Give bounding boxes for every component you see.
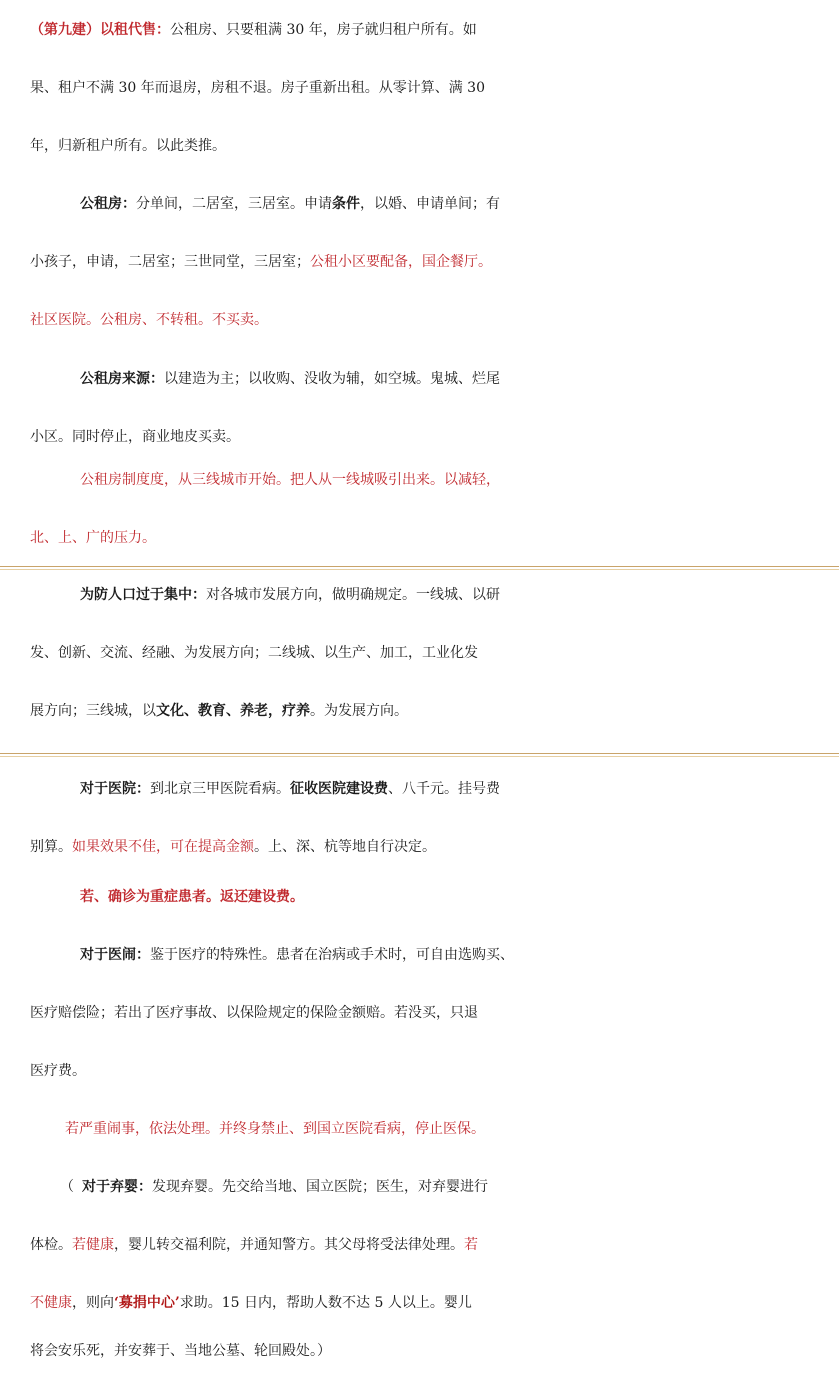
s1-source-label: 公租房来源： xyxy=(80,371,164,387)
s1-line5-red: 公租小区要配备，国企餐厅。 xyxy=(310,254,492,270)
s2-line3 xyxy=(30,696,839,726)
s1-heading: （第九建）以租代售： xyxy=(30,22,170,38)
s1-line2: 果、租户不满 30 年而退房，房租不退。房子重新出租。从零计算、满 30 xyxy=(30,80,485,96)
s3-line1-text-a: 到北京三甲医院看病。 xyxy=(150,781,290,797)
s3-line10-text-a: ，则向 xyxy=(72,1295,114,1311)
s3-hospital-label: 对于医院： xyxy=(80,781,150,797)
s1-line1 xyxy=(30,15,839,45)
s1-line1-text: 公租房、只要租满 30 年，房子就归租户所有。如 xyxy=(170,22,477,38)
s1-line3: 年，归新租户所有。以此类推。 xyxy=(30,138,226,154)
s1-line4-text-a: 分单间，二居室，三居室。申请 xyxy=(136,196,332,212)
s3-dispute-label: 对于医闹： xyxy=(80,947,150,963)
s2-line1 xyxy=(80,580,839,610)
s3-abandon-label: 对于弃婴： xyxy=(82,1179,152,1195)
s3-line10-text-b: 求助。15 日内，帮助人数不达 5 人以上。婴儿 xyxy=(179,1295,472,1311)
s2-line3-text-a: 展方向；三线城，以 xyxy=(30,703,156,719)
s3-line2-text-b: 。上、深、杭等地自行决定。 xyxy=(254,839,436,855)
s3-line9-red-b: 若 xyxy=(464,1237,478,1253)
s3-line6: 医疗费。 xyxy=(30,1063,86,1079)
s2-line2: 发、创新、交流、经融、为发展方向；二线城、以生产、加工，工业化发 xyxy=(30,645,478,661)
divider-2b xyxy=(0,756,839,757)
s1-line5 xyxy=(30,247,839,277)
s3-line9 xyxy=(30,1230,839,1260)
s3-line7: 若严重闹事，依法处理。并终身禁止、到国立医院看病，停止医保。 xyxy=(65,1121,485,1137)
s3-open-paren: （ xyxy=(60,1179,74,1195)
s1-line4 xyxy=(80,189,839,219)
s3-line2-text-a: 别算。 xyxy=(30,839,72,855)
s3-line5: 医疗赔偿险；若出了医疗事故、以保险规定的保险金额赔。若没买，只退 xyxy=(30,1005,478,1021)
s2-line3-text-b: 。为发展方向。 xyxy=(310,703,408,719)
s1-line7-text: 以建造为主；以收购、没收为辅，如空城。鬼城、烂尾 xyxy=(164,371,500,387)
s3-line1-text-b: 、八千元。挂号费 xyxy=(388,781,500,797)
s3-line2 xyxy=(30,832,839,862)
s3-line9-text-b: ，婴儿转交福利院，并通知警方。其父母将受法律处理。 xyxy=(114,1237,464,1253)
s3-line8 xyxy=(60,1172,839,1202)
s3-line4-text: 鉴于医疗的特殊性。患者在治病或手术时，可自由选购买、 xyxy=(150,947,514,963)
divider-1b xyxy=(0,569,839,570)
s1-gongzufang-label: 公租房： xyxy=(80,196,136,212)
s3-line11: 将会安乐死，并安葬于、当地公墓、轮回殿处。） xyxy=(30,1343,331,1359)
s1-line5-text: 小孩子，申请，二居室；三世同堂，三居室； xyxy=(30,254,310,270)
s2-line3-bold: 文化、教育、养老，疗养 xyxy=(156,703,310,719)
s3-line1-bold: 征收医院建设费 xyxy=(290,781,388,797)
s3-line2-red: 如果效果不佳，可在提高金额 xyxy=(72,839,254,855)
s2-heading: 为防人口过于集中： xyxy=(80,587,206,603)
s2-line1-text: 对各城市发展方向，做明确规定。一线城、以研 xyxy=(206,587,500,603)
s3-line1 xyxy=(80,774,839,804)
s1-line7 xyxy=(80,364,839,394)
s1-line8: 小区。同时停止，商业地皮买卖。 xyxy=(30,429,240,445)
s1-line4-text-b: ，以婚、申请单间；有 xyxy=(360,196,500,212)
s1-line6: 社区医院。公租房、不转租。不买卖。 xyxy=(30,312,268,328)
s1-line9: 公租房制度度，从三线城市开始。把人从一线城吸引出来。以减轻， xyxy=(80,472,500,488)
divider-2 xyxy=(0,753,839,754)
divider-1 xyxy=(0,566,839,567)
s3-line10-red: 不健康 xyxy=(30,1295,72,1311)
s1-line10: 北、上、广的压力。 xyxy=(30,530,156,546)
s3-donation-center: ‘募捐中心’ xyxy=(114,1295,180,1311)
s3-line8-text: 发现弃婴。先交给当地、国立医院；医生，对弃婴进行 xyxy=(152,1179,488,1195)
s3-line9-text-a: 体检。 xyxy=(30,1237,72,1253)
s1-line4-bold: 条件 xyxy=(332,196,360,212)
s3-line9-red-a: 若健康 xyxy=(72,1237,114,1253)
s3-line10 xyxy=(30,1288,839,1318)
s3-line4 xyxy=(80,940,839,970)
s3-line3: 若、确诊为重症患者。返还建设费。 xyxy=(80,889,304,905)
